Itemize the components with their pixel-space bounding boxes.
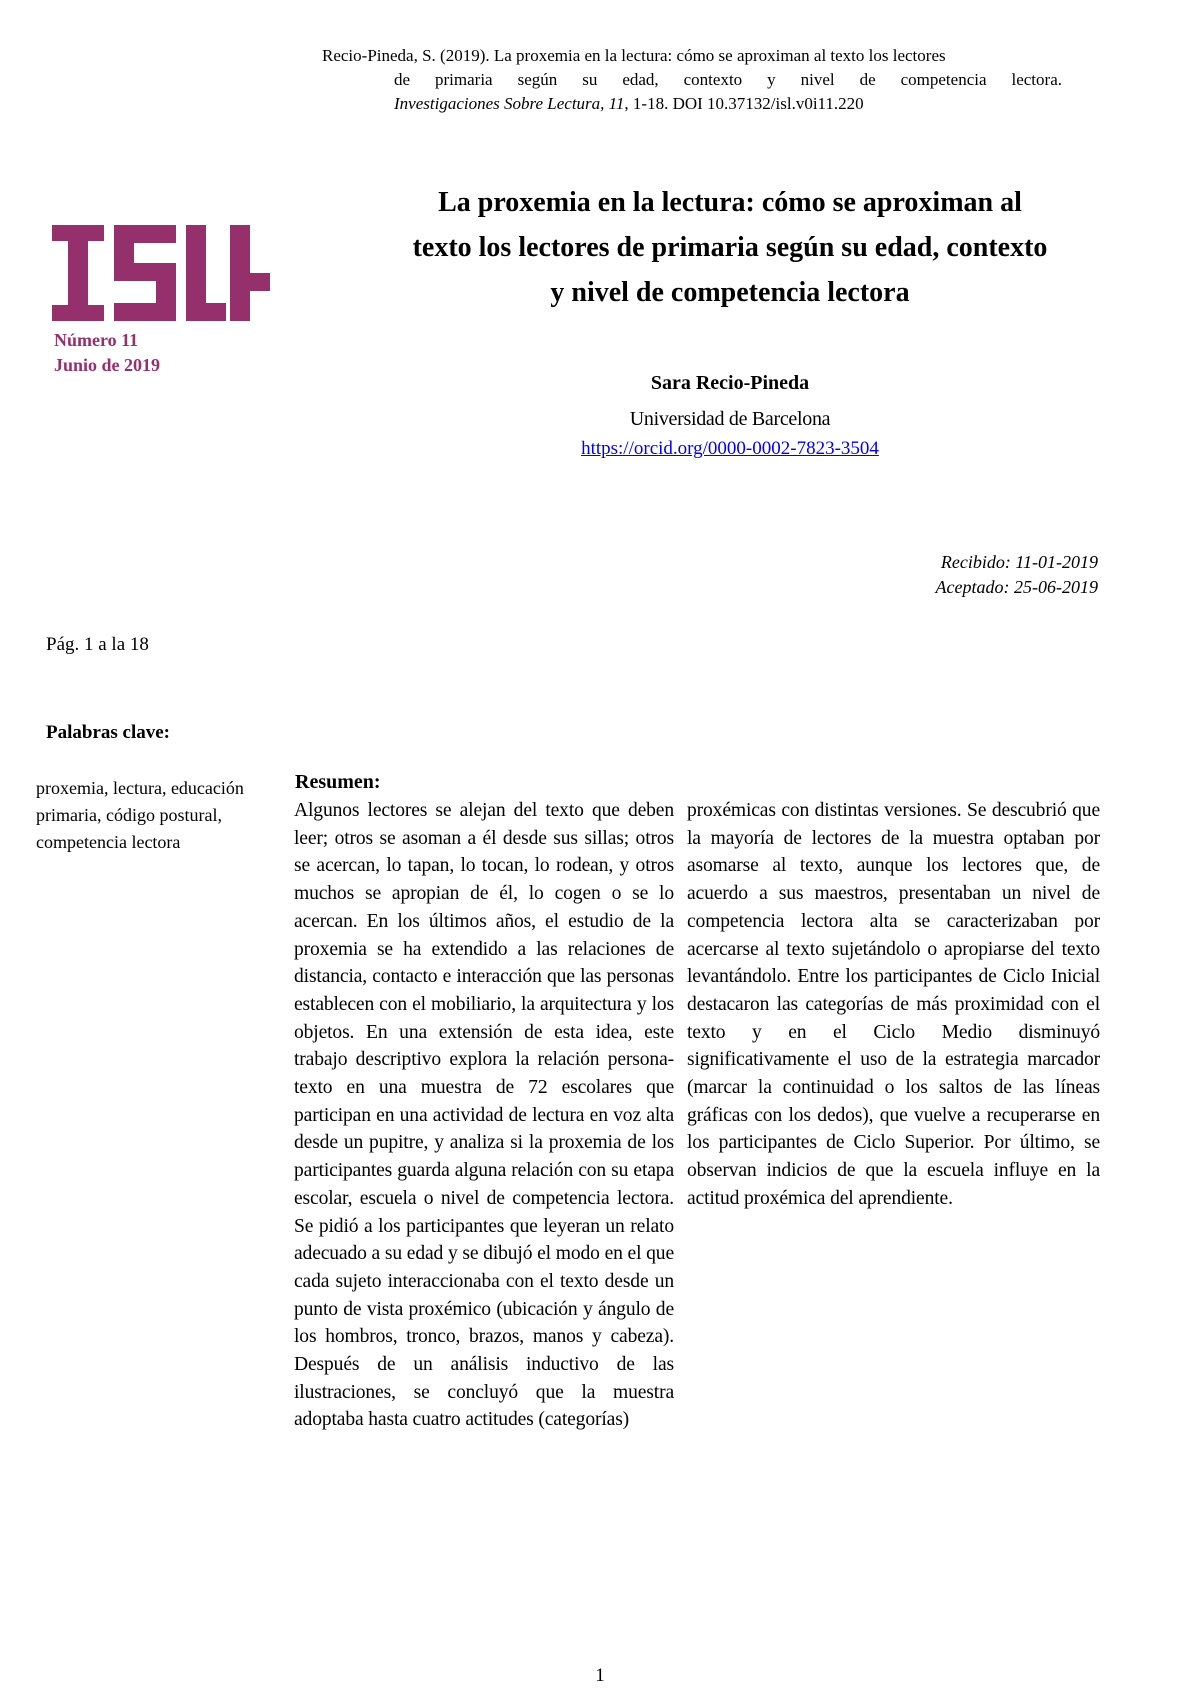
issue-info <box>54 328 160 378</box>
article-title <box>350 180 1110 315</box>
abstract-heading: Resumen: <box>295 771 381 793</box>
accepted-date: Aceptado: 25-06-2019 <box>935 577 1098 597</box>
author-name: Sara Recio-Pineda <box>650 372 810 394</box>
keywords-list <box>36 775 288 856</box>
citation-doi: , 1-18. DOI 10.37132/isl.v0i11.220 <box>624 94 864 113</box>
keywords-heading: Palabras clave: <box>46 722 171 743</box>
submission-dates <box>936 550 1098 600</box>
citation-header <box>322 44 1062 116</box>
title-line-3: y nivel de competencia lectora <box>550 277 910 308</box>
citation-line-2: de primaria según su edad, contexto y nivel de competencia lectora. <box>394 70 1062 89</box>
isl-logo <box>52 225 270 321</box>
citation-line-1: Recio-Pineda, S. (2019). La proxemia en la lectura: cómo se aproximan al texto los lectores <box>322 46 946 65</box>
abstract-column-1: Algunos lectores se alejan del texto que deben leer; otros se asoman a él desde sus sillas; otros se acercan, lo tapan, lo tocan, lo rodean, y otros muchos se apropian de él, lo cogen o se lo acercan. En los últimos años, el estudio de la proxemia se ha extendido a las relaciones de distancia, contacto e interacción que las personas establecen con el mobiliario, la arquitectura y los objetos. En una extensión de esta idea, este trabajo descriptivo explora la relación persona-texto en una muestra de 72 escolares que participan en una actividad de lectura en voz alta desde un pupitre, y analiza si la proxemia de los participantes guarda alguna relación con su etapa escolar, escuela o nivel de competencia lectora. Se pidió a los participantes que leyeran un relato adecuado a su edad y se dibujó el modo en el que cada sujeto interaccionaba con el texto desde un punto de vista proxémico (ubicación y ángulo de los hombros, tronco, brazos, manos y cabeza). Después de un análisis inductivo de las ilustraciones, se concluyó que la muestra adoptaba hasta cuatro actitudes (categorías) <box>294 800 674 1431</box>
issue-number: Número 11 <box>54 330 139 350</box>
orcid-link[interactable]: https://orcid.org/0000-0002-7823-3504 <box>581 438 879 459</box>
received-date: Recibido: 11-01-2019 <box>940 552 1098 572</box>
orcid-link-wrap <box>350 438 1110 460</box>
keywords-line-3: competencia lectora <box>36 832 181 852</box>
author-affiliation: Universidad de Barcelona <box>629 408 831 430</box>
page-number: 1 <box>595 1665 605 1686</box>
citation-journal: Investigaciones Sobre Lectura, 11 <box>394 94 625 113</box>
title-line-1: La proxemia en la lectura: cómo se aproximan al <box>438 187 1022 218</box>
issue-date: Junio de 2019 <box>54 355 161 375</box>
citation-line-3 <box>322 92 1062 116</box>
title-line-2: texto los lectores de primaria según su edad, contexto <box>412 232 1048 263</box>
page-range: Pág. 1 a la 18 <box>46 634 149 655</box>
abstract-column-2: proxémicas con distintas versiones. Se descubrió que la mayoría de lectores de la muestra optaban por asomarse al texto, aunque los lectores que, de acuerdo a sus maestros, presentaban un nivel de competencia lectora alta se caracterizaban por acercarse al texto sujetándolo o apropiarse del texto levantándolo. Entre los participantes de Ciclo Inicial destacaron las categorías de más proximidad con el texto y en el Ciclo Medio disminuyó significativamente el uso de la estrategia marcador (marcar la continuidad o los saltos de las líneas gráficas con los dedos), que vuelve a recuperarse en los participantes de Ciclo Superior. Por último, se observan indicios de que la escuela influye en la actitud proxémica del aprendiente. <box>687 800 1100 1209</box>
keywords-line-1: proxemia, lectura, educación <box>36 778 244 798</box>
keywords-line-2: primaria, código postural, <box>36 805 222 825</box>
